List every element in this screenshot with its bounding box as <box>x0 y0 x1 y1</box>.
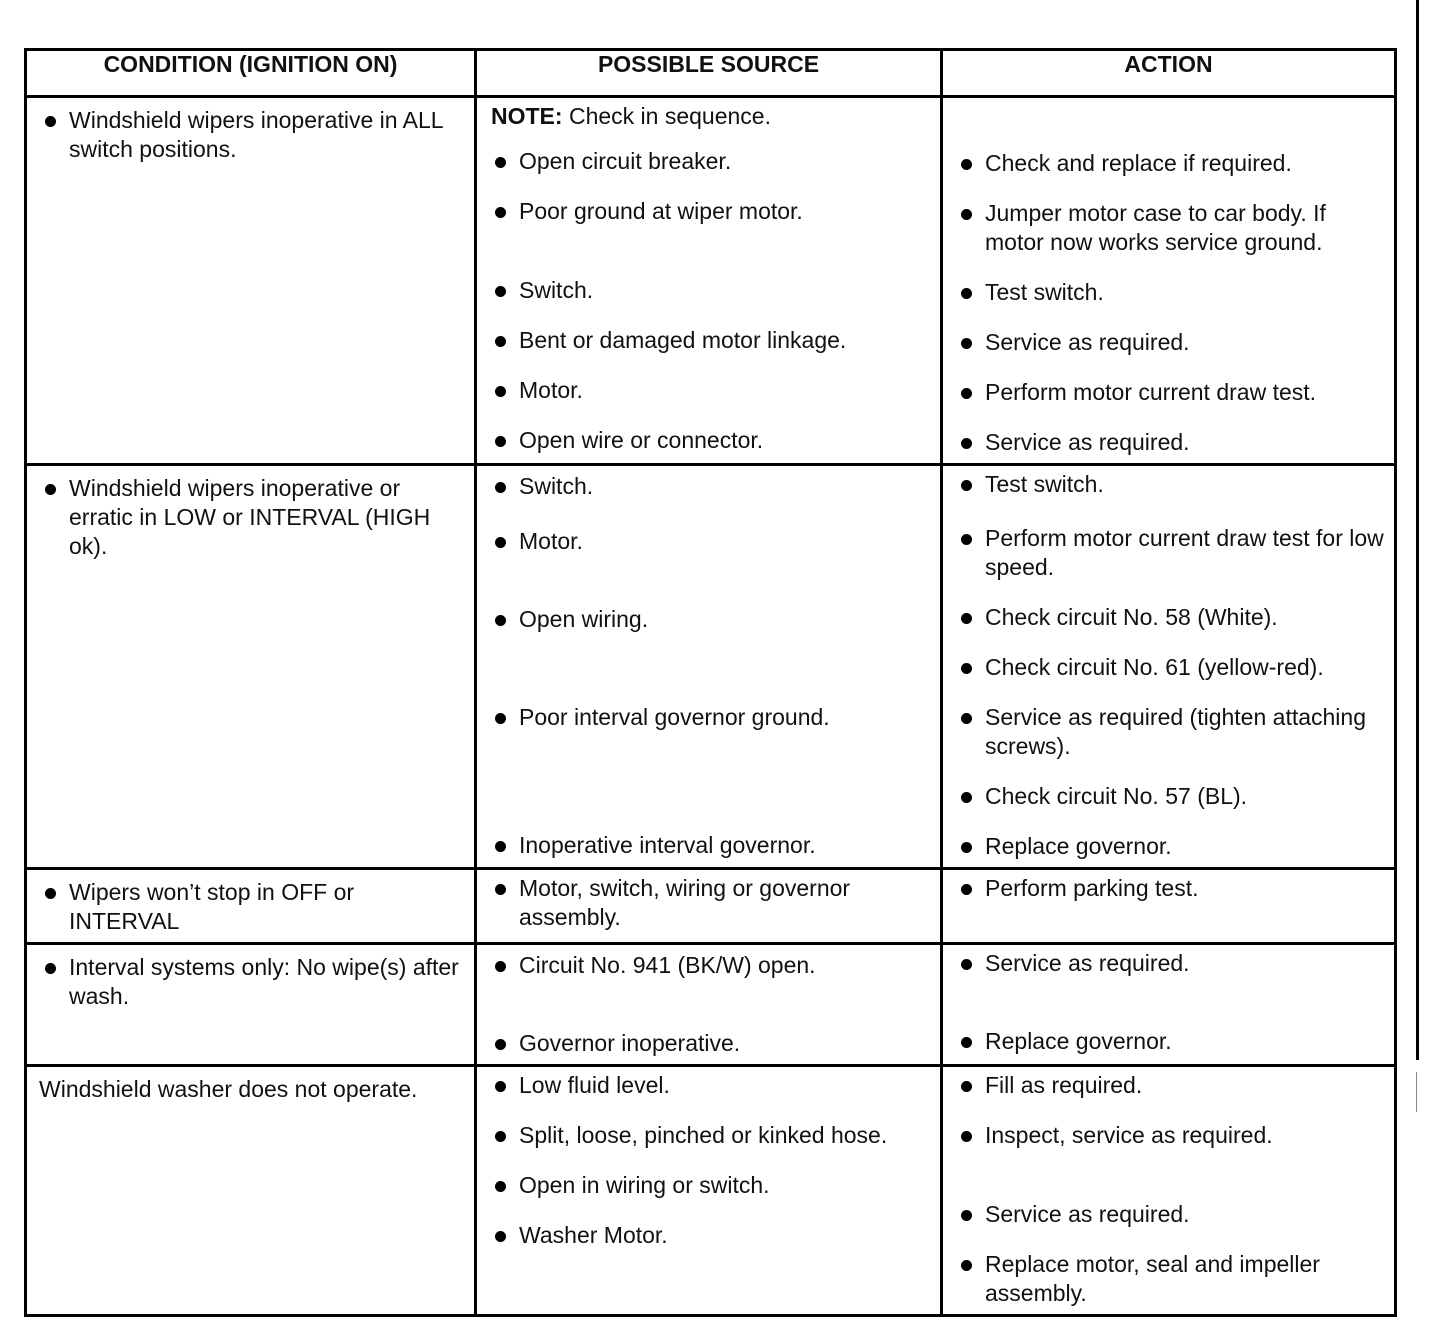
source-item: Washer Motor. <box>491 1221 930 1250</box>
action-item: Inspect, service as required. <box>957 1121 1384 1150</box>
action-item: Jumper motor case to car body. If motor now works service ground. <box>957 199 1384 257</box>
source-item: Split, loose, pinched or kinked hose. <box>491 1121 930 1150</box>
condition-cell <box>26 97 476 465</box>
action-cell <box>942 97 1396 465</box>
action-item: Replace governor. <box>957 1027 1384 1056</box>
source-item: Open wiring. <box>491 605 930 634</box>
action-cell <box>942 869 1396 944</box>
source-item: Switch. <box>491 472 930 501</box>
source-item: Open circuit breaker. <box>491 147 930 176</box>
source-item: Governor inoperative. <box>491 1029 930 1058</box>
action-item: Service as required. <box>957 1200 1384 1229</box>
source-item: Motor. <box>491 376 930 405</box>
action-cell <box>942 1066 1396 1316</box>
header-action: ACTION <box>942 50 1396 97</box>
source-item: Inoperative interval governor. <box>491 831 930 860</box>
table-row <box>26 944 1396 1066</box>
condition-text: Interval systems only: No wipe(s) after wash. <box>41 953 464 1011</box>
action-item: Service as required. <box>957 428 1384 457</box>
source-item: Open wire or connector. <box>491 426 930 455</box>
condition-cell <box>26 944 476 1066</box>
action-item: Service as required. <box>957 328 1384 357</box>
condition-text: Windshield washer does not operate. <box>39 1076 418 1102</box>
source-cell <box>476 1066 942 1316</box>
action-cell <box>942 944 1396 1066</box>
action-item: Perform motor current draw test for low speed. <box>957 524 1384 582</box>
action-item: Perform motor current draw test. <box>957 378 1384 407</box>
source-cell <box>476 944 942 1066</box>
table-row <box>26 1066 1396 1316</box>
condition-text: Windshield wipers inoperative in ALL switch positions. <box>41 106 464 164</box>
source-item: Poor interval governor ground. <box>491 703 930 732</box>
source-item: Switch. <box>491 276 930 305</box>
source-cell <box>476 97 942 465</box>
action-item: Service as required (tighten attaching screws). <box>957 703 1384 761</box>
action-item: Check and replace if required. <box>957 149 1384 178</box>
action-item: Service as required. <box>957 949 1384 978</box>
table-row <box>26 869 1396 944</box>
source-cell <box>476 465 942 869</box>
action-item: Check circuit No. 58 (White). <box>957 603 1384 632</box>
condition-text: Wipers won’t stop in OFF or INTERVAL <box>41 878 464 936</box>
note-text: Check in sequence. <box>562 103 771 129</box>
action-item: Replace governor. <box>957 832 1384 861</box>
source-item: Poor ground at wiper motor. <box>491 197 930 226</box>
condition-cell <box>26 465 476 869</box>
source-item: Motor. <box>491 527 930 556</box>
action-item: Check circuit No. 61 (yellow-red). <box>957 653 1384 682</box>
source-item: Motor, switch, wiring or governor assembly. <box>491 874 930 932</box>
condition-text: Windshield wipers inoperative or erratic in LOW or INTERVAL (HIGH ok). <box>41 474 464 561</box>
source-item: Open in wiring or switch. <box>491 1171 930 1200</box>
action-item: Test switch. <box>957 470 1384 499</box>
source-cell <box>476 869 942 944</box>
source-item: Bent or damaged motor linkage. <box>491 326 930 355</box>
action-item: Perform parking test. <box>957 874 1384 903</box>
page-edge-line <box>1416 0 1419 1060</box>
diagnosis-table <box>24 48 1397 1317</box>
page-edge-mark <box>1416 1072 1417 1112</box>
action-item: Replace motor, seal and impeller assembly. <box>957 1250 1384 1308</box>
source-item: Circuit No. 941 (BK/W) open. <box>491 951 930 980</box>
header-row <box>26 50 1396 97</box>
header-condition: CONDITION (IGNITION ON) <box>26 50 476 97</box>
action-item: Check circuit No. 57 (BL). <box>957 782 1384 811</box>
header-possible-source: POSSIBLE SOURCE <box>476 50 942 97</box>
table-row <box>26 465 1396 869</box>
table-row <box>26 97 1396 465</box>
action-cell <box>942 465 1396 869</box>
note-label: NOTE: <box>491 103 563 129</box>
condition-cell <box>26 1066 476 1316</box>
action-item: Test switch. <box>957 278 1384 307</box>
action-item: Fill as required. <box>957 1071 1384 1100</box>
condition-cell <box>26 869 476 944</box>
source-item: Low fluid level. <box>491 1071 930 1100</box>
note <box>491 102 930 131</box>
